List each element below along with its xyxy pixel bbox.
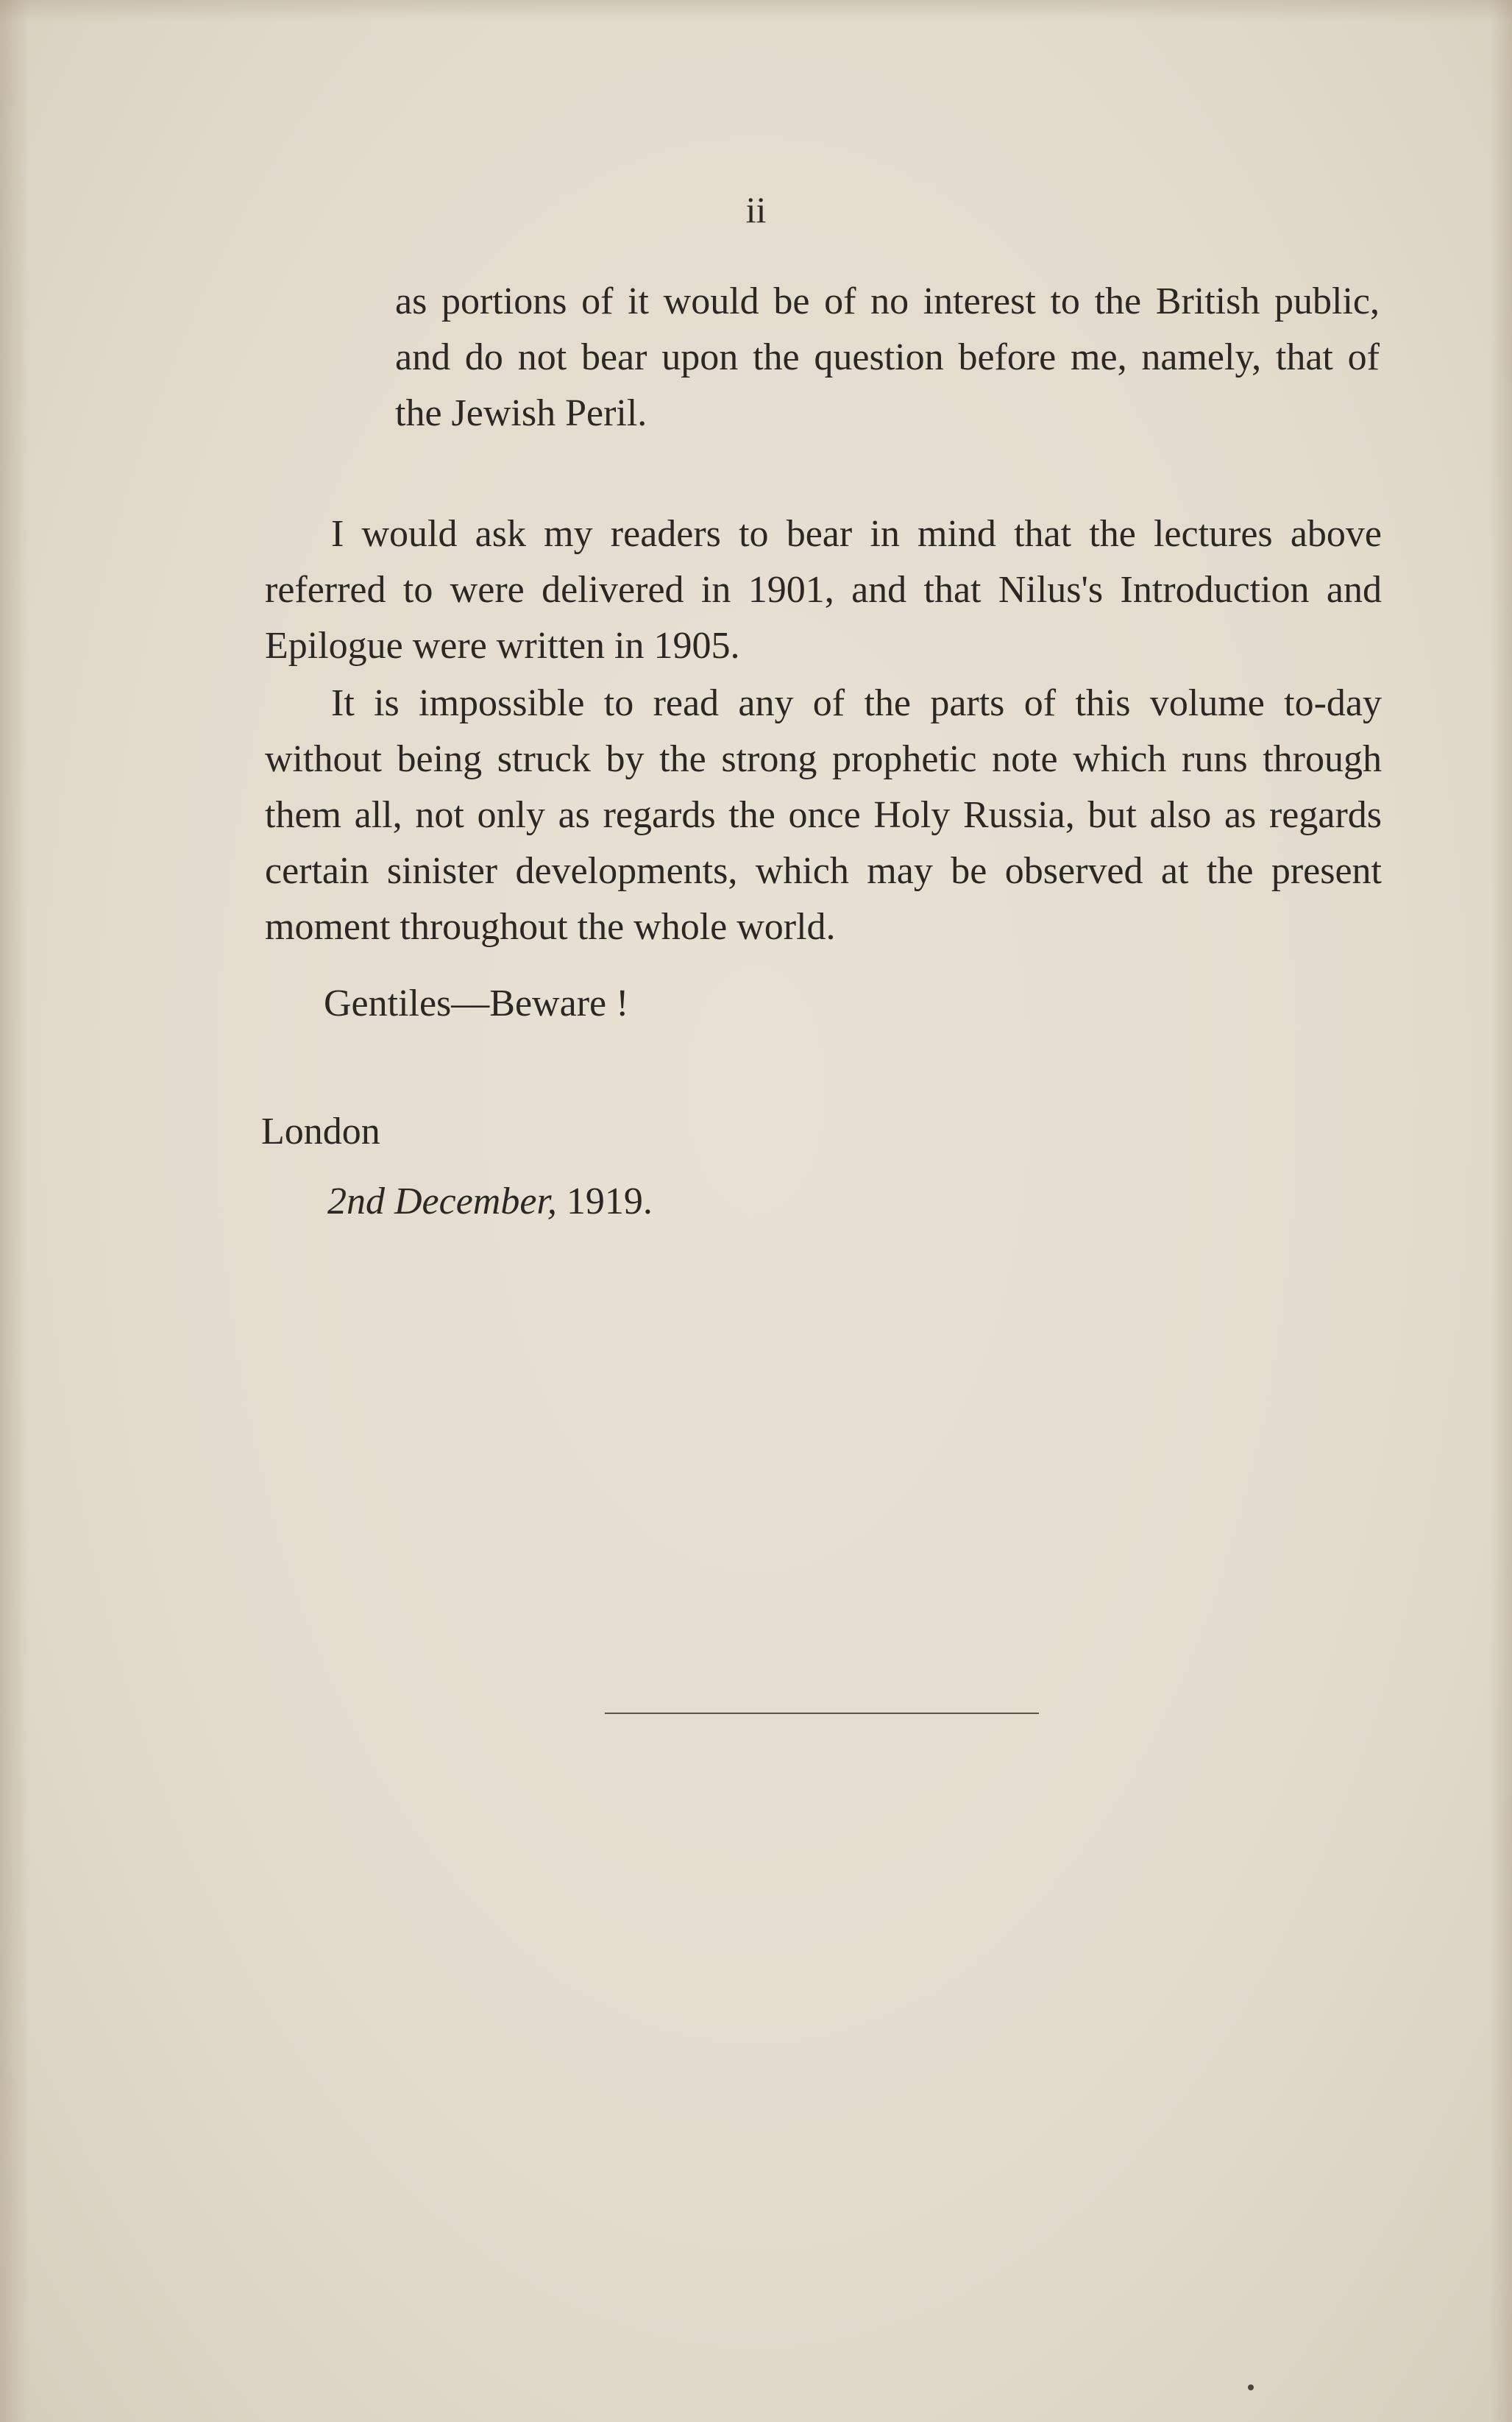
signature-date — [327, 1174, 653, 1230]
section-rule — [605, 1713, 1039, 1714]
page-edge-left — [0, 0, 29, 2422]
page-edge-top — [0, 0, 1512, 22]
page-number: ii — [745, 189, 767, 230]
continued-paragraph: as portions of it would be of no interest to the British public, and do not bear upon the question before me, namely, that of the Jewish Peril. — [395, 280, 1380, 434]
signature-date-day: 2nd December, — [327, 1180, 557, 1222]
paragraph-lectures: I would ask my readers to bear in mind that the lectures above referred to were delivered in 1901, and that Nilus's Introduction and Epilogue were written in 1905. — [265, 513, 1382, 667]
paragraph-warning: Gentiles—Beware ! — [324, 982, 629, 1024]
paper-speck — [1248, 2384, 1254, 2390]
paragraph-prophetic: It is impossible to read any of the parts of this volume to-day without being struck by the strong prophetic note which runs through them all, not only as regards the once Holy Russia, but also as regards certain sinister developments, which may be observed at the present moment throughout the whole world. — [265, 682, 1382, 948]
signature-date-year: 1919. — [566, 1180, 653, 1222]
signature-place: London — [261, 1111, 380, 1152]
page-edge-right — [1490, 0, 1512, 2422]
